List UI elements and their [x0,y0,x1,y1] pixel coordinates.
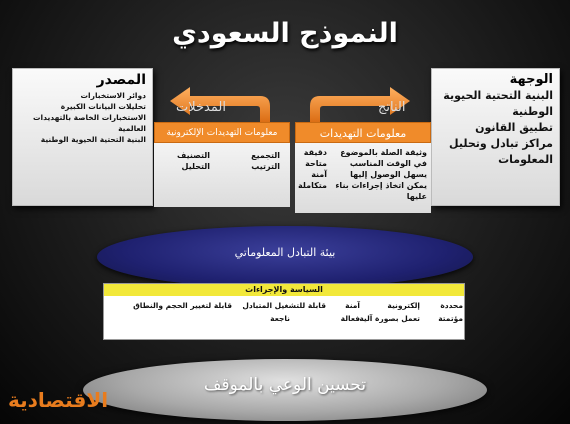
destination-box [431,68,560,206]
policy-item: إلكترونية [387,301,420,310]
inputs-header: معلومات التهديدات الإلكترونية [154,122,290,143]
source-item: الاستخبارات الخاصة بالتهديدات العالمية [33,113,146,133]
source-item: دوائر الاستخبارات [80,91,146,100]
source-box [12,68,153,206]
source-heading: المصدر [96,72,146,88]
publisher-logo: الاقتصادية [8,388,109,412]
outputs-quality: متكاملة [298,181,327,190]
destination-item: تطبيق القانون [475,121,553,134]
policy-item: تعمل بصورة آلية [359,314,420,323]
destination-item: البنية التحتية الحيوية الوطنية [443,89,553,118]
inputs-step: التصنيف [177,151,210,160]
policy-item: قابلة للتشغيل المتبادل [242,301,326,310]
destination-heading: الوجهة [509,72,553,87]
policy-item: فعالة [340,314,360,323]
destination-item: مراكز تبادل وتحليل المعلومات [449,137,553,166]
footer-label: تحسين الوعي بالموقف [203,375,367,395]
outputs-quality: يمكن اتخاذ إجراءات بناء عليها [335,181,427,201]
outputs-quality: آمنة [311,170,327,179]
inputs-step: التجميع [251,151,280,160]
outputs-quality: وثيقة الصلة بالموضوع [340,148,427,157]
inputs-label: المدخلات [176,100,226,115]
source-item: البنية التحتية الحيوية الوطنية [40,135,146,144]
environment-label: بيئة التبادل المعلوماتي [234,246,336,259]
source-item: تحليلات البيانات الكبيرة [60,102,146,111]
outputs-panel [295,143,431,213]
inputs-panel [154,143,290,207]
policy-item: ناجعة [270,314,290,323]
inputs-step: التحليل [181,162,210,171]
policy-header: السياسة والإجراءات [104,284,464,296]
policy-item: قابلة لتغيير الحجم والنطاق [133,301,232,310]
inputs-step: الترتيب [251,162,280,171]
diagram-title: النموذج السعودي [172,18,398,49]
outputs-label: الناتج [378,100,406,115]
policy-item: آمنة [345,301,360,310]
outputs-quality: في الوقت المناسب [349,159,427,168]
outputs-quality: دقيقة [303,148,327,157]
policy-item: مؤتمتة [438,314,463,323]
outputs-quality: يسهل الوصول إليها [350,170,427,179]
outputs-quality: متاحة [305,159,327,168]
outputs-header: معلومات التهديدات [295,122,431,143]
policy-item: محددة [440,301,463,310]
